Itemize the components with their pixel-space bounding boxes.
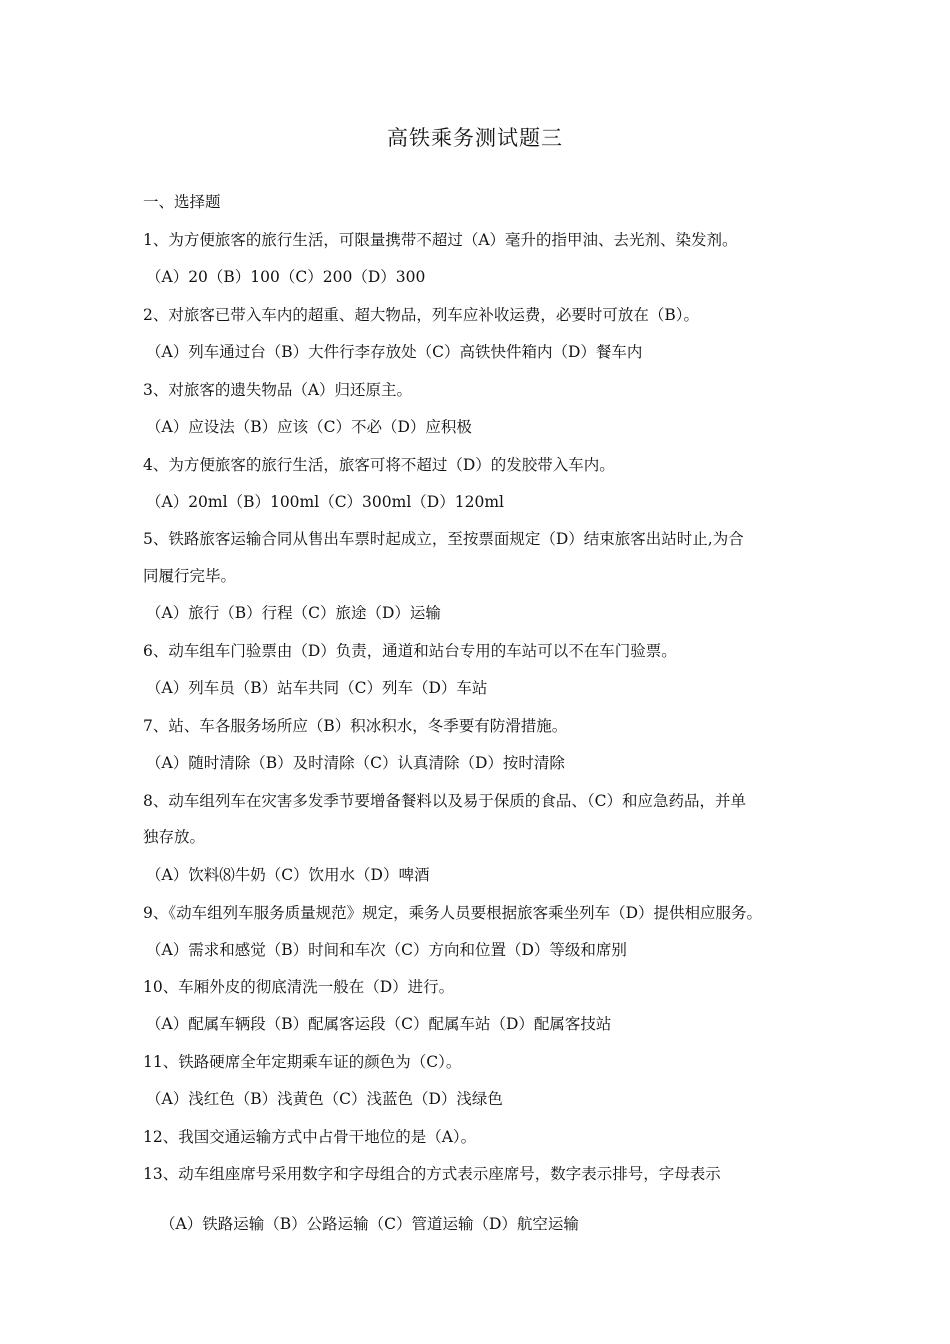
options-line: （A）列车员（B）站车共同（C）列车（D）车站: [146, 679, 488, 697]
question-line: 2、对旅客已带入车内的超重、超大物品，列车应补收运费，必要时可放在（B）。: [143, 306, 700, 324]
options-line: （A）浅红色（B）浅黄色（C）浅蓝色（D）浅绿色: [146, 1090, 503, 1108]
question-line: 10、车厢外皮的彻底清洗一般在（D）进行。: [143, 978, 455, 996]
options-line: （A）20ml（B）100ml（C）300ml（D）120ml: [146, 493, 504, 511]
question-line: 9、《动车组列车服务质量规范》规定，乘务人员要根据旅客乘坐列车（D）提供相应服务。: [143, 904, 763, 922]
options-line: （A）饮料⑻牛奶（C）饮用水（D）啤酒: [146, 866, 430, 884]
options-line: （A）20（B）100（C）200（D）300: [146, 268, 426, 286]
question-line: 独存放。: [143, 828, 206, 846]
question-line: 同履行完毕。: [143, 567, 237, 585]
question-line: 7、站、车各服务场所应（B）积冰积水，冬季要有防滑措施。: [143, 717, 568, 735]
options-line: （A）需求和感觉（B）时间和车次（C）方向和位置（D）等级和席别: [146, 941, 627, 959]
options-line: （A）铁路运输（B）公路运输（C）管道运输（D）航空运输: [160, 1215, 579, 1233]
question-line: 11、铁路硬席全年定期乘车证的颜色为（C）。: [143, 1053, 462, 1071]
options-line: （A）旅行（B）行程（C）旅途（D）运输: [146, 604, 441, 622]
question-line: 5、铁路旅客运输合同从售出车票时起成立，至按票面规定（D）结束旅客出站时止,为合: [143, 530, 744, 548]
question-line: 6、动车组车门验票由（D）负责，通道和站台专用的车站可以不在车门验票。: [143, 642, 677, 660]
section-heading: 一、选择题: [143, 193, 221, 211]
question-line: 1、为方便旅客的旅行生活，可限量携带不超过（A）毫升的指甲油、去光剂、染发剂。: [143, 231, 738, 249]
options-line: （A）列车通过台（B）大件行李存放处（C）高铁快件箱内（D）餐车内: [146, 343, 643, 361]
question-line: 8、动车组列车在灾害多发季节要增备餐料以及易于保质的食品、（C）和应急药品，并单: [143, 792, 746, 810]
options-line: （A）随时清除（B）及时清除（C）认真清除（D）按时清除: [146, 754, 565, 772]
options-line: （A）配属车辆段（B）配属客运段（C）配属车站（D）配属客技站: [146, 1015, 612, 1033]
question-line: 3、对旅客的遗失物品（A）归还原主。: [143, 381, 413, 399]
question-line: 4、为方便旅客的旅行生活，旅客可将不超过（D）的发胶带入车内。: [143, 456, 615, 474]
page-title: 高铁乘务测试题三: [387, 126, 563, 150]
options-line: （A）应设法（B）应该（C）不必（D）应积极: [146, 418, 472, 436]
question-line: 13、动车组座席号采用数字和字母组合的方式表示座席号，数字表示排号，字母表示: [143, 1165, 721, 1183]
question-line: 12、我国交通运输方式中占骨干地位的是（A）。: [143, 1128, 477, 1146]
